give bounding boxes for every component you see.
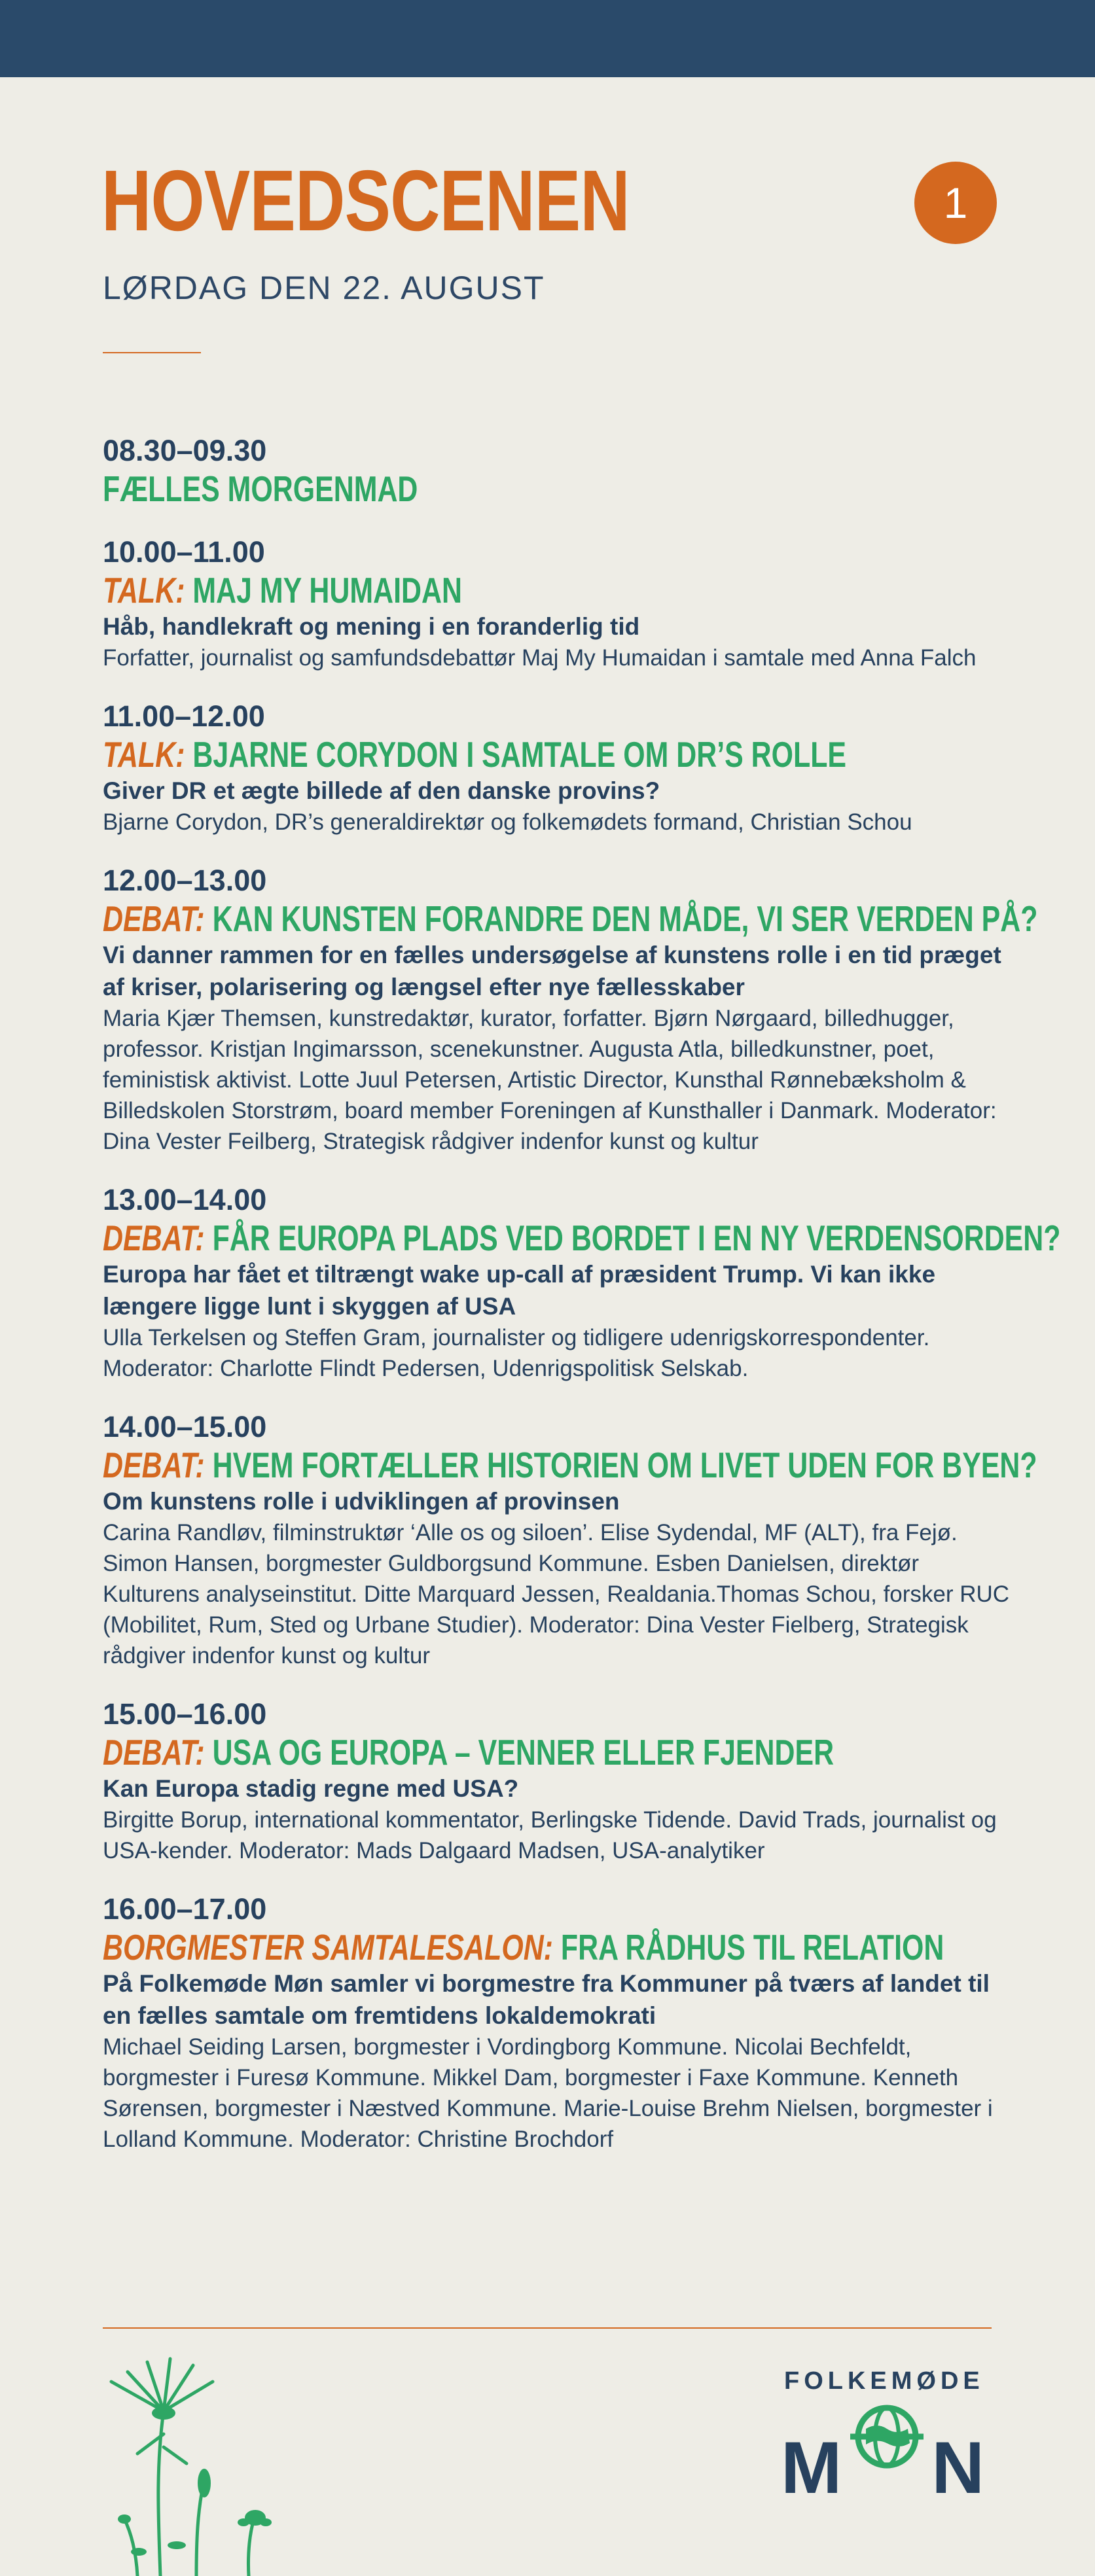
event-time: 12.00–13.00 — [103, 864, 267, 897]
title-divider — [103, 352, 201, 353]
stage-number-badge: 1 — [914, 162, 997, 244]
event-heading — [103, 1927, 1022, 1967]
event-subtitle: Om kunstens rolle i udviklingen af provinsen — [103, 1488, 620, 1515]
event-type: DEBAT: — [103, 1445, 205, 1485]
event-name: FRA RÅDHUS TIL RELATION — [560, 1927, 944, 1967]
program-item — [103, 1892, 1019, 2155]
event-subtitle: Håb, handlekraft og mening i en foranderlig tid — [103, 613, 640, 640]
logo-mon — [781, 2403, 985, 2509]
logo-letter-m: M — [781, 2426, 842, 2509]
event-type: BORGMESTER SAMTALESALON: — [103, 1927, 553, 1967]
event-time: 10.00–11.00 — [103, 535, 265, 569]
event-heading — [103, 898, 1038, 939]
event-type: TALK: — [103, 734, 185, 775]
logo-letter-n: N — [931, 2426, 985, 2509]
wildflower-illustration — [98, 2355, 295, 2576]
event-name: BJARNE CORYDON I SAMTALE OM DR’S ROLLE — [192, 734, 847, 775]
event-subtitle: Europa har fået et tiltrængt wake up-call af præsident Trump. Vi kan ikke længere ligge lunt i skyggen af USA — [103, 1261, 936, 1320]
event-name: FÅR EUROPA PLADS VED BORDET I EN NY VERDENSORDEN? — [212, 1218, 1061, 1258]
event-subtitle: På Folkemøde Møn samler vi borgmestre fra Kommuner på tværs af landet til en fælles samtale om fremtidens lokaldemokrati — [103, 1970, 990, 2029]
event-description: Maria Kjær Themsen, kunstredaktør, kurator, forfatter. Bjørn Nørgaard, billedhugger, professor. Kristjan Ingimarsson, scenekunstner. Augusta Atla, billedkunstner, poet, feministisk aktivist. Lotte Juul Petersen, Artistic Director, Kunsthal Rønnebæksholm & Billedskolen Storstrøm, board member Foreningen af Kunsthaller i Danmark. Moderator: Dina Vester Feilberg, Strategisk rådgiver indenfor kunst og kultur — [103, 1006, 997, 1154]
event-description: Forfatter, journalist og samfundsdebattør Maj My Humaidan i samtale med Anna Falch — [103, 645, 977, 671]
event-time: 11.00–12.00 — [103, 699, 265, 733]
program-item — [103, 863, 1038, 1157]
event-name: HVEM FORTÆLLER HISTORIEN OM LIVET UDEN FOR BYEN? — [212, 1445, 1037, 1485]
event-description: Birgitte Borup, international kommentator, Berlingske Tidende. David Trads, journalist og USA-kender. Moderator: Mads Dalgaard Madsen, USA-analytiker — [103, 1807, 997, 1863]
top-bar — [0, 0, 1095, 77]
footer-divider — [103, 2327, 992, 2329]
event-subtitle: Giver DR et ægte billede af den danske provins? — [103, 777, 660, 804]
event-time: 14.00–15.00 — [103, 1410, 267, 1443]
event-heading — [103, 734, 1022, 775]
event-heading — [103, 1732, 1022, 1773]
event-subtitle: Kan Europa stadig regne med USA? — [103, 1775, 519, 1802]
event-time: 08.30–09.30 — [103, 434, 267, 467]
event-time: 13.00–14.00 — [103, 1183, 267, 1216]
program-item — [103, 1697, 1019, 1866]
page-title: HOVEDSCENEN — [101, 152, 630, 249]
event-description: Carina Randløv, filminstruktør ‘Alle os og siloen’. Elise Sydendal, MF (ALT), fra Fejø. Simon Hansen, borgmester Guldborgsund Kommune. Esben Danielsen, direktør Kulturens analyseinstitut. Ditte Marquard Jessen, Realdania.Thomas Schou, forsker RUC (Mobilitet, Rum, Sted og Urbane Studier). Moderator: Dina Vester Fielberg, Strategisk rådgiver indenfor kunst og kultur — [103, 1520, 1010, 1668]
program-item — [103, 699, 1019, 838]
event-subtitle: Vi danner rammen for en fælles undersøgelse af kunstens rolle i en tid præget af kriser, polarisering og længsel efter nye fællesskaber — [103, 942, 1001, 1000]
event-type: DEBAT: — [103, 1218, 205, 1258]
event-heading — [103, 468, 1022, 509]
event-description: Ulla Terkelsen og Steffen Gram, journalister og tidligere udenrigskorrespondenter. Moderator: Charlotte Flindt Pedersen, Udenrigspolitisk Selskab. — [103, 1325, 930, 1381]
event-time: 15.00–16.00 — [103, 1697, 267, 1731]
program-item — [103, 1182, 1061, 1384]
program-item — [103, 535, 1019, 673]
event-time: 16.00–17.00 — [103, 1892, 267, 1926]
event-heading — [103, 1445, 1037, 1485]
event-heading — [103, 1218, 1061, 1258]
event-description: Bjarne Corydon, DR’s generaldirektør og folkemødets formand, Christian Schou — [103, 809, 912, 835]
event-name: USA OG EUROPA – VENNER ELLER FJENDER — [212, 1732, 835, 1773]
program-list — [103, 433, 1061, 2180]
event-date: LØRDAG DEN 22. AUGUST — [103, 270, 545, 306]
event-type: TALK: — [103, 570, 185, 610]
logo-folkemode: FOLKEMØDE — [784, 2367, 984, 2395]
program-item — [103, 1409, 1037, 1671]
event-type: DEBAT: — [103, 898, 205, 939]
event-name: FÆLLES MORGENMAD — [103, 468, 418, 509]
event-name: KAN KUNSTEN FORANDRE DEN MÅDE, VI SER VERDEN PÅ? — [212, 898, 1038, 939]
globe-icon — [848, 2403, 926, 2471]
event-name: MAJ MY HUMAIDAN — [192, 570, 462, 610]
event-description: Michael Seiding Larsen, borgmester i Vordingborg Kommune. Nicolai Bechfeldt, borgmester i Furesø Kommune. Mikkel Dam, borgmester i Faxe Kommune. Kenneth Sørensen, borgmester i Næstved Kommune. Marie-Louise Brehm Nielsen, borgmester i Lolland Kommune. Moderator: Christine Brochdorf — [103, 2034, 993, 2152]
program-item — [103, 433, 1019, 509]
event-heading — [103, 570, 1022, 610]
event-type: DEBAT: — [103, 1732, 205, 1773]
